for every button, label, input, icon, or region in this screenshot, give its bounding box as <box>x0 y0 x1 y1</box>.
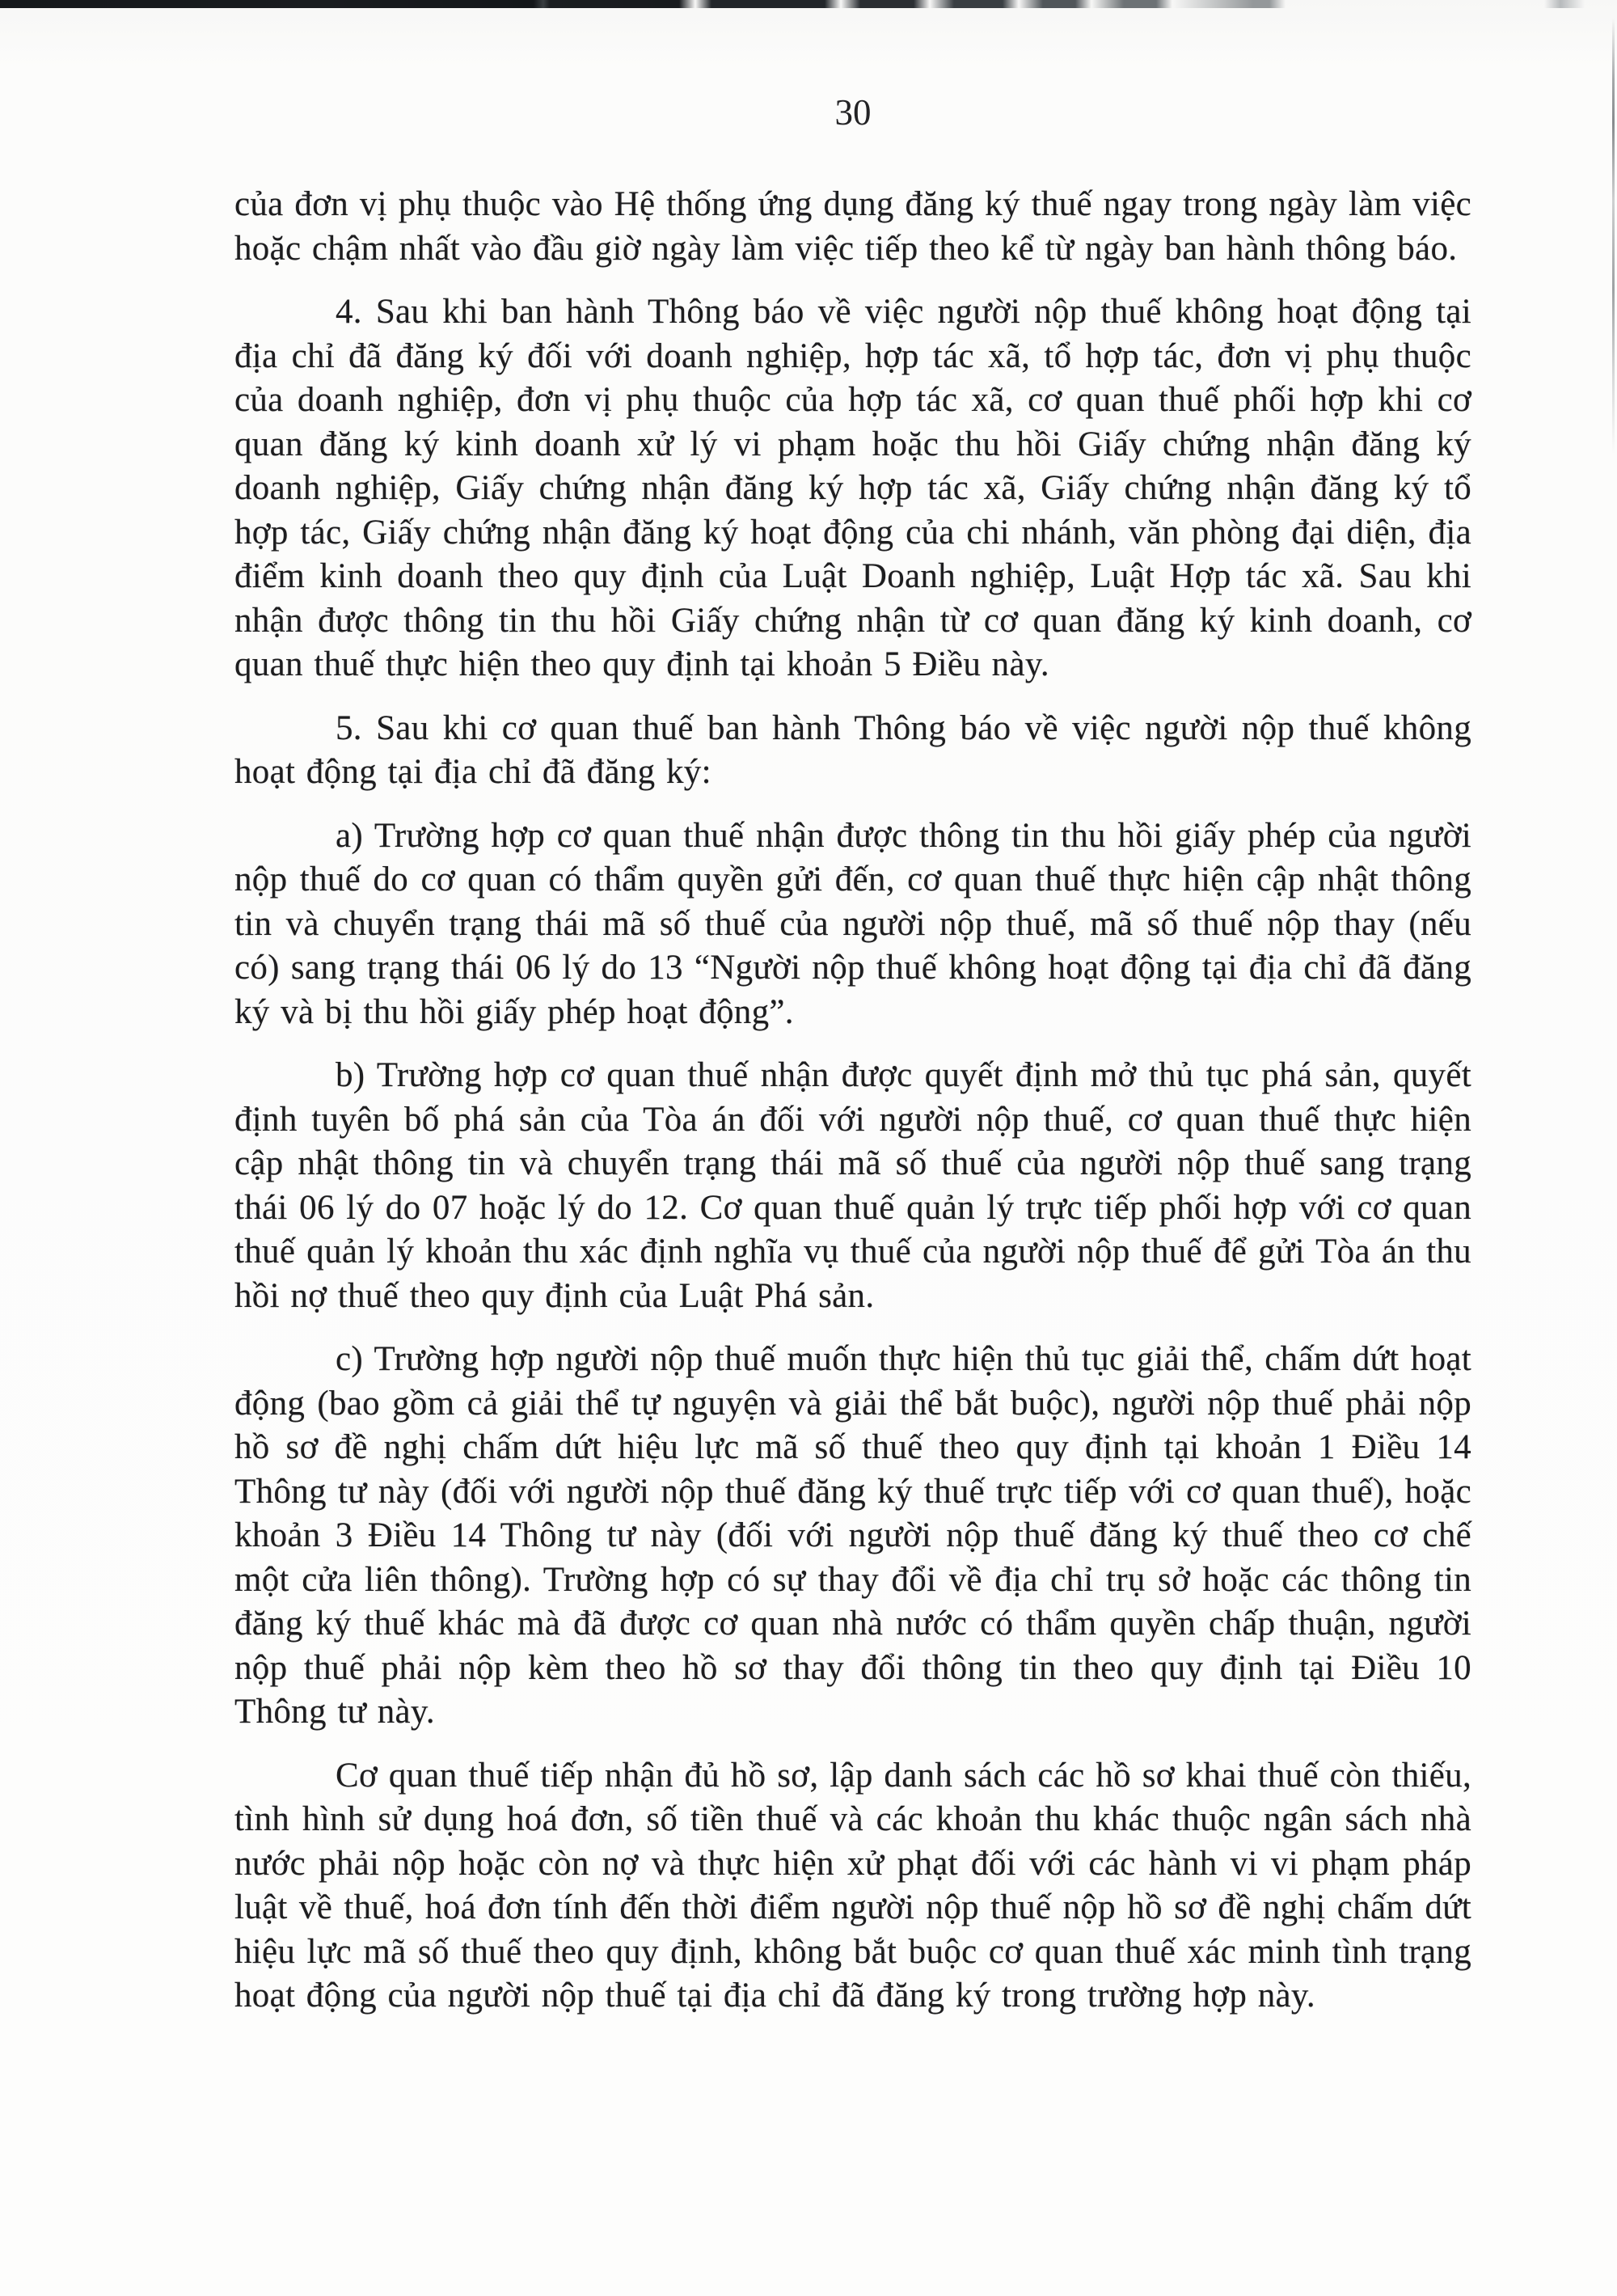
scan-right-edge-artifact <box>1612 18 1615 455</box>
paragraph-clause-4: 4. Sau khi ban hành Thông báo về việc người nộp thuế không hoạt động tại địa chỉ đã đăng ký đối với doanh nghiệp, hợp tác xã, tổ hợp tác, đơn vị phụ thuộc của doanh nghiệp, đơn vị phụ thuộc của hợp tác xã, cơ quan thuế phối hợp khi cơ quan đăng ký kinh doanh xử lý vi phạm hoặc thu hồi Giấy chứng nhận đăng ký doanh nghiệp, Giấy chứng nhận đăng ký hợp tác xã, Giấy chứng nhận đăng ký tổ hợp tác, Giấy chứng nhận đăng ký hoạt động của chi nhánh, văn phòng đại diện, địa điểm kinh doanh theo quy định của Luật Doanh nghiệp, Luật Hợp tác xã. Sau khi nhận được thông tin thu hồi Giấy chứng nhận từ cơ quan đăng ký kinh doanh, cơ quan thuế thực hiện theo quy định tại khoản 5 Điều này. <box>234 293 1471 683</box>
paragraph-clause-5: 5. Sau khi cơ quan thuế ban hành Thông báo về việc người nộp thuế không hoạt động tại địa chỉ đã đăng ký: <box>234 708 1471 791</box>
paragraph-closing: Cơ quan thuế tiếp nhận đủ hồ sơ, lập danh sách các hồ sơ khai thuế còn thiếu, tình hình sử dụng hoá đơn, số tiền thuế và các khoản thu khác thuộc ngân sách nhà nước phải nộp hoặc còn nợ và thực hiện xử phạt đối với các hành vi vi phạm pháp luật về thuế, hoá đơn tính đến thời điểm người nộp thuế nộp hồ sơ đề nghị chấm dứt hiệu lực mã số thuế theo quy định, không bắt buộc cơ quan thuế xác minh tình trạng hoạt động của người nộp thuế tại địa chỉ đã đăng ký trong trường hợp này. <box>234 1756 1471 2015</box>
page-number: 30 <box>834 92 872 133</box>
document-body <box>234 183 1471 2019</box>
scan-edge-artifact <box>0 0 1617 8</box>
paragraph-point-a: a) Trường hợp cơ quan thuế nhận được thông tin thu hồi giấy phép của người nộp thuế do cơ quan có thẩm quyền gửi đến, cơ quan thuế thực hiện cập nhật thông tin và chuyển trạng thái mã số thuế của người nộp thuế, mã số thuế nộp thay (nếu có) sang trạng thái 06 lý do 13 “Người nộp thuế không hoạt động tại địa chỉ đã đăng ký và bị thu hồi giấy phép hoạt động”. <box>234 816 1471 1031</box>
paragraph-continuation: của đơn vị phụ thuộc vào Hệ thống ứng dụng đăng ký thuế ngay trong ngày làm việc hoặc chậm nhất vào đầu giờ ngày làm việc tiếp theo kể từ ngày ban hành thông báo. <box>234 185 1471 268</box>
paragraph-point-b: b) Trường hợp cơ quan thuế nhận được quyết định mở thủ tục phá sản, quyết định tuyên bố phá sản của Tòa án đối với người nộp thuế, cơ quan thuế thực hiện cập nhật thông tin và chuyển trạng thái mã số thuế của người nộp thuế sang trạng thái 06 lý do 07 hoặc lý do 12. Cơ quan thuế quản lý trực tiếp phối hợp với cơ quan thuế quản lý khoản thu xác định nghĩa vụ thuế của người nộp thuế để gửi Tòa án thu hồi nợ thuế theo quy định của Luật Phá sản. <box>234 1056 1471 1315</box>
paragraph-point-c: c) Trường hợp người nộp thuế muốn thực hiện thủ tục giải thể, chấm dứt hoạt động (bao gồm cả giải thể tự nguyện và giải thể bắt buộc), người nộp thuế phải nộp hồ sơ đề nghị chấm dứt hiệu lực mã số thuế theo quy định tại khoản 1 Điều 14 Thông tư này (đối với người nộp thuế đăng ký thuế trực tiếp với cơ quan thuế), hoặc khoản 3 Điều 14 Thông tư này (đối với người nộp thuế đăng ký thuế theo cơ chế một cửa liên thông). Trường hợp có sự thay đổi về địa chỉ trụ sở hoặc các thông tin đăng ký thuế khác mà đã được cơ quan nhà nước có thẩm quyền chấp thuận, người nộp thuế phải nộp kèm theo hồ sơ thay đổi thông tin theo quy định tại Điều 10 Thông tư này. <box>234 1340 1471 1731</box>
